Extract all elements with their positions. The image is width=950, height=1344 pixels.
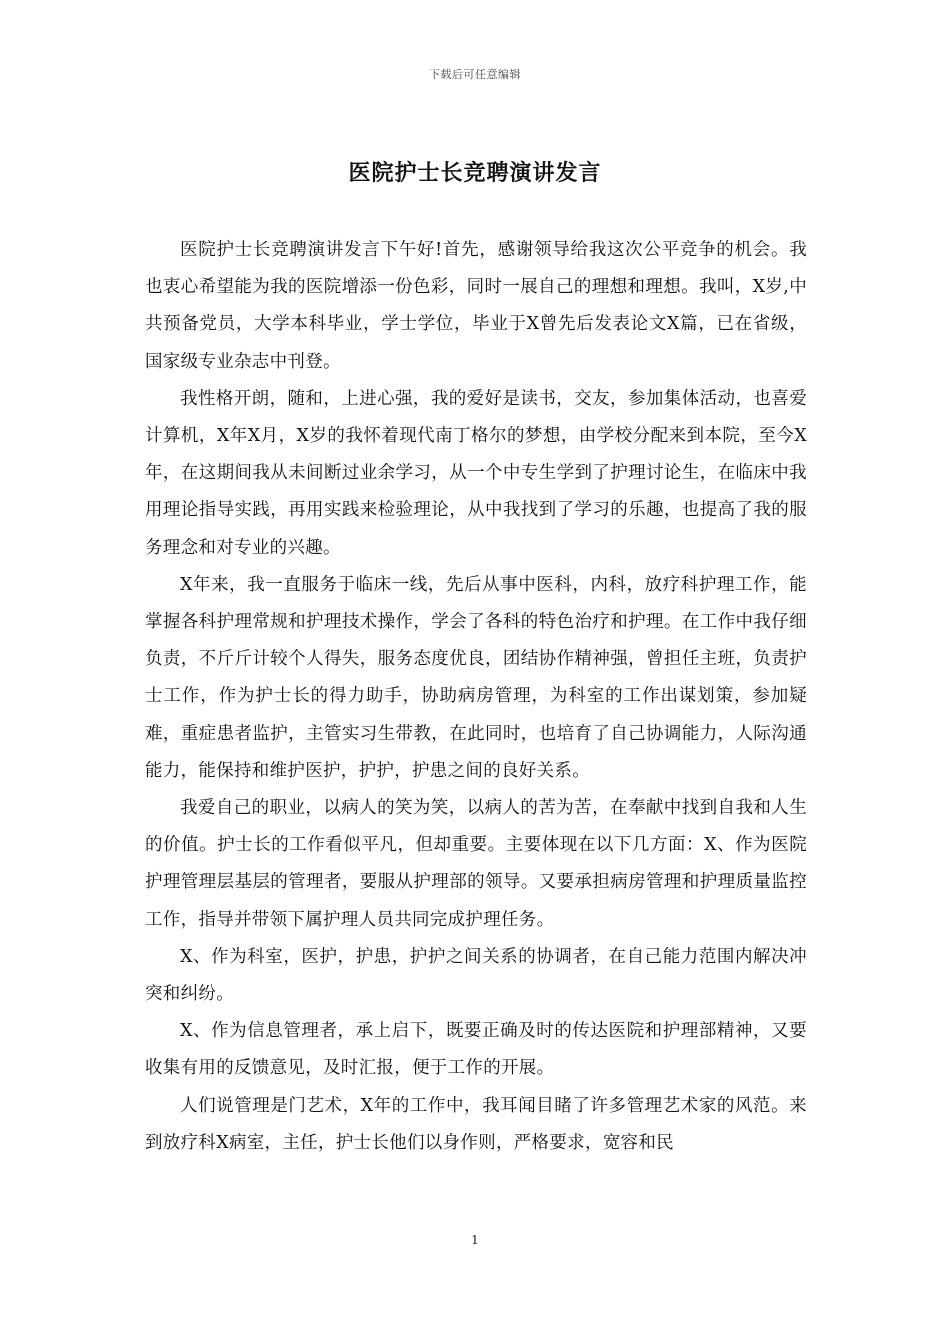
paragraph-management-art: 人们说管理是门艺术，X年的工作中，我耳闻目睹了许多管理艺术家的风范。来到放疗科X病室，主任，护士长他们以身作则，严格要求，宽容和民	[145, 1095, 807, 1153]
paragraph-role-coordinator: X、作为科室，医护，护患，护护之间关系的协调者，在自己能力范围内解决冲突和纠纷。	[145, 946, 807, 1005]
paragraph-role-manager: 我爱自己的职业，以病人的笑为笑，以病人的苦为苦，在奉献中找到自我和人生的价值。护士长的工作看似平凡，但却重要。主要体现在以下几方面：X、作为医院护理管理层基层的管理者，要服从护理部的领导。又要承担病房管理和护理质量监控工作，指导并带领下属护理人员共同完成护理任务。	[145, 798, 807, 930]
paragraph-experience: X年来，我一直服务于临床一线，先后从事中医科，内科，放疗科护理工作，能掌握各科护理常规和护理技术操作，学会了各科的特色治疗和护理。在工作中我仔细负责，不斤斤计较个人得失，服务态度优良，团结协作精神强，曾担任主班，负责护士工作，作为护士长的得力助手，协助病房管理，为科室的工作出谋划策，参加疑难，重症患者监护，主管实习生带教，在此同时，也培育了自己协调能力，人际沟通能力，能保持和维护医护，护护，护患之间的良好关系。	[145, 574, 807, 781]
document-body	[145, 232, 807, 1162]
page-number: 1	[471, 1233, 479, 1247]
paragraph-role-information: X、作为信息管理者，承上启下，既要正确及时的传达医院和护理部精神，又要收集有用的反馈意见，及时汇报，便于工作的开展。	[145, 1021, 807, 1079]
page-header-note: 下载后可任意编辑	[429, 68, 521, 81]
document-title: 医院护士长竞聘演讲发言	[348, 160, 602, 186]
paragraph-intro: 医院护士长竞聘演讲发言下午好!首先，感谢领导给我这次公平竞争的机会。我也衷心希望能为我的医院增添一份色彩，同时一展自己的理想和理想。我叫，X岁,中共预备党员，大学本科毕业，学士学位，毕业于X曾先后发表论文X篇，已在省级，国家级专业杂志中刊登。	[145, 240, 807, 372]
paragraph-personality: 我性格开朗，随和，上进心强，我的爱好是读书，交友，参加集体活动，也喜爱计算机，X年X月，X岁的我怀着现代南丁格尔的梦想，由学校分配来到本院，至今X年，在这期间我从未间断过业余学习，从一个中专生学到了护理讨论生，在临床中我用理论指导实践，再用实践来检验理论，从中我找到了学习的乐趣，也提高了我的服务理念和对专业的兴趣。	[145, 388, 807, 558]
